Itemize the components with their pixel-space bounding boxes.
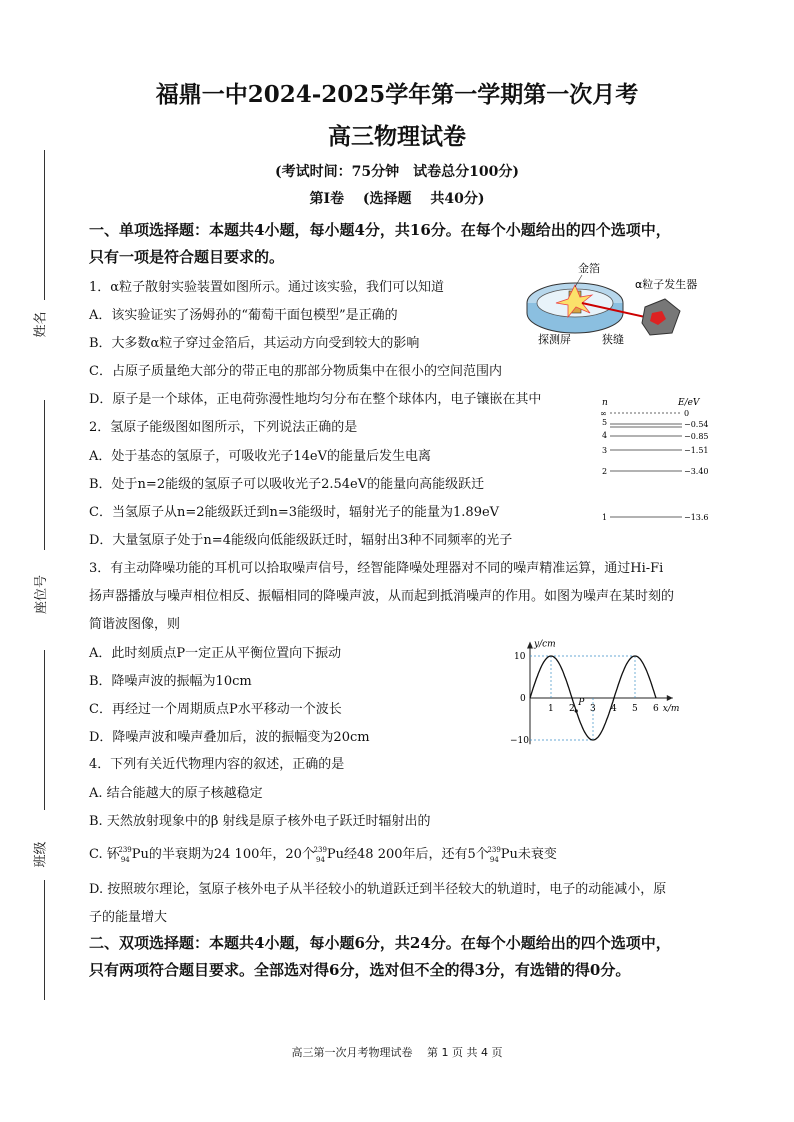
point-p (575, 709, 578, 712)
y-axis-arrow (527, 642, 533, 649)
q3-option-a: A．此时刻质点P一定正从平衡位置向下振动 (89, 646, 342, 661)
q3-stem-cont1: 扬声器播放与噪声相位相反、振幅相同的降噪声波，从而起到抵消噪声的作用。如图为噪声在某时刻的 (89, 589, 675, 604)
seat-label: 座位号 (34, 574, 50, 615)
q4-option-d-cont: 子的能量增大 (89, 910, 168, 925)
level-e-4: −0.85 (684, 432, 709, 441)
binding-line-mid (44, 400, 45, 550)
q2-option-c: C．当氢原子从n=2能级跃迁到n=3能级时，辐射光子的能量为1.89eV (89, 505, 500, 520)
level-e-2: −3.40 (684, 467, 709, 476)
q4-option-d: D. 按照玻尔理论，氢原子核外电子从半径较小的轨道跃迁到半径较大的轨道时，电子的动能减小，原 (89, 882, 667, 897)
section1-heading-cont: 只有一项是符合题目要求的。 (89, 248, 285, 266)
level-n-3: 3 (602, 446, 608, 455)
q3-option-b: B．降噪声波的振幅为10cm (89, 674, 252, 689)
binding-line-bottom (44, 880, 45, 1000)
label-slit: 狭缝 (602, 333, 624, 346)
q3-option-c: C．再经过一个周期质点P水平移动一个波长 (89, 702, 342, 717)
nuclide-pu-1 (120, 846, 132, 864)
q2-option-b: B．处于n=2能级的氢原子可以吸收光子2.54eV的能量向高能级跃迁 (89, 477, 485, 492)
exam-title: 福鼎一中2024-2025学年第一学期第一次月考 (155, 81, 639, 108)
nuclide-charge: 94 (315, 855, 325, 864)
nuclide-mass: 239 (313, 845, 327, 854)
level-e-inf: 0 (684, 409, 690, 418)
name-label: 姓名 (33, 311, 49, 338)
level-n-inf: ∞ (600, 409, 607, 418)
q1-option-c: C．占原子质量绝大部分的带正电的那部分物质集中在很小的空间范围内 (89, 364, 502, 379)
q2-option-a: A．处于基态的氢原子，可吸收光子14eV的能量后发生电离 (89, 449, 432, 464)
point-p-label: P (578, 697, 585, 708)
q3-stem-cont2: 简谐波图像，则 (89, 617, 181, 632)
exam-subtitle: 高三物理试卷 (328, 123, 466, 150)
nuclide-charge: 94 (120, 855, 130, 864)
x-tick-label: 6 (653, 704, 659, 714)
q4-option-c (89, 843, 557, 864)
q1-option-b: B．大多数α粒子穿过金箔后，其运动方向受到较大的影响 (89, 336, 420, 351)
level-n-4: 4 (602, 431, 608, 440)
binding-line-lower (44, 650, 45, 810)
y-tick-label: 10 (514, 652, 526, 662)
level-n-2: 2 (602, 467, 608, 476)
x-tick-label: 5 (632, 704, 638, 714)
x-tick-label: 4 (611, 704, 617, 714)
page-footer: 高三第一次月考物理试卷 第 1 页 共 4 页 (291, 1046, 503, 1059)
section2-heading-cont: 只有两项符合题目要求。全部选对得6分，选对但不全的得3分，有选错的得0分。 (89, 961, 631, 979)
level-e-1: −13.6 (684, 513, 709, 522)
q4-c-part1: C. 钚 (89, 847, 120, 862)
nuclide-pu-2 (315, 846, 327, 864)
part-label: 第Ⅰ卷 (选择题 共40分) (309, 191, 485, 207)
x-tick-label: 3 (590, 704, 596, 714)
q1-stem: 1．α粒子散射实验装置如图所示。通过该实验，我们可以知道 (89, 280, 445, 295)
q3-stem: 3．有主动降噪功能的耳机可以拾取噪声信号，经智能降噪处理器对不同的噪声精准运算，通过Hi-Fi (89, 561, 664, 576)
n-header: n (602, 398, 608, 408)
q1-option-d: D．原子是一个球体，正电荷弥漫性地均匀分布在整个球体内，电子镶嵌在其中 (89, 392, 542, 407)
q2-option-d: D．大量氢原子处于n=4能级向低能级跃迁时，辐射出3种不同频率的光子 (89, 533, 513, 548)
y-axis-label: y/cm (534, 639, 556, 650)
nuclide-mass: 239 (118, 845, 132, 854)
q4-c-part4: Pu未衰变 (500, 847, 557, 862)
y-tick-label: 0 (520, 694, 526, 704)
q4-stem: 4．下列有关近代物理内容的叙述，正确的是 (89, 757, 345, 772)
section2-heading: 二、双项选择题：本题共4小题，每小题6分，共24分。在每个小题给出的四个选项中， (89, 934, 671, 952)
x-tick-label: 1 (548, 704, 554, 714)
y-tick-label: −10 (510, 736, 529, 746)
level-n-5: 5 (602, 418, 608, 427)
section1-heading: 一、单项选择题：本题共4小题，每小题4分，共16分。在每个小题给出的四个选项中， (89, 221, 671, 239)
q4-c-part3: Pu经48 200年后，还有5个 (326, 847, 489, 862)
level-e-3: −1.51 (684, 446, 709, 455)
nuclide-charge: 94 (489, 855, 499, 864)
x-axis-label: x/m (662, 704, 680, 714)
x-tick-label: 2 (569, 704, 575, 714)
label-screen: 探测屏 (538, 333, 571, 346)
q1-option-a: A．该实验证实了汤姆孙的“葡萄干面包模型”是正确的 (89, 308, 398, 323)
nuclide-pu-3 (489, 846, 501, 864)
q4-c-part2: Pu的半衰期为24 100年，20个 (131, 847, 315, 862)
q3-option-d: D．降噪声波和噪声叠加后，波的振幅变为20cm (89, 730, 370, 745)
wave-chart (508, 632, 718, 752)
label-foil: 金箔 (578, 262, 600, 275)
q4-option-a: A. 结合能越大的原子核越稳定 (89, 786, 263, 801)
label-source: α粒子发生器 (635, 278, 698, 291)
energy-level-diagram (598, 394, 718, 530)
class-label: 班级 (33, 841, 49, 868)
q4-option-b: B. 天然放射现象中的β 射线是原子核外电子跃迁时辐射出的 (89, 814, 431, 829)
alpha-scattering-figure (520, 255, 720, 355)
level-e-5: −0.54 (684, 420, 709, 429)
x-axis-arrow (667, 695, 673, 701)
e-header: E/eV (678, 398, 700, 408)
q2-stem: 2．氢原子能级图如图所示，下列说法正确的是 (89, 420, 358, 435)
level-n-1: 1 (602, 513, 608, 522)
nuclide-mass: 239 (487, 845, 501, 854)
exam-info: (考试时间：75分钟 试卷总分100分) (275, 164, 519, 180)
